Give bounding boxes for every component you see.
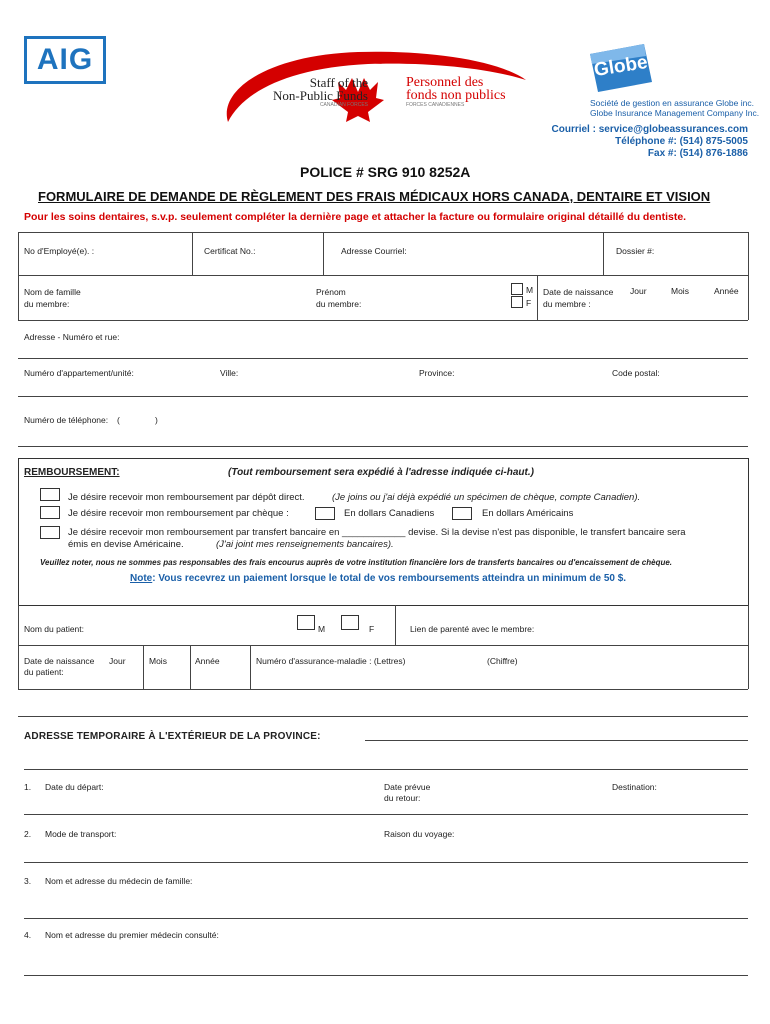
member-dob-label-2: du membre : <box>543 299 591 309</box>
patient-name-label: Nom du patient: <box>24 624 85 634</box>
member-dob-month: Mois <box>671 286 689 296</box>
relationship-label: Lien de parenté avec le membre: <box>410 624 535 634</box>
patient-dob-month: Mois <box>149 656 167 666</box>
globe-company-en: Globe Insurance Management Company Inc. <box>590 108 760 118</box>
q3-number: 3. <box>24 876 32 886</box>
patient-female-checkbox[interactable] <box>341 615 359 630</box>
return-date-label-1: Date prévue <box>384 782 431 792</box>
employee-no-label: No d'Employé(e). : <box>24 246 95 256</box>
direct-deposit-checkbox[interactable] <box>40 488 60 501</box>
policy-number: POLICE # SRG 910 8252A <box>300 164 471 180</box>
departure-date-label: Date du départ: <box>45 782 104 792</box>
phone-paren-close: ) <box>155 415 158 425</box>
bank-transfer-note: (J'ai joint mes renseignements bancaires). <box>216 539 394 550</box>
last-name-label-1: Nom de famille <box>24 287 81 297</box>
contact-fax: Fax #: (514) 876-1886 <box>647 148 748 159</box>
minimum-note-text: : Vous recevrez un paiement lorsque le total de vos remboursements atteindra un minimum de 50 $. <box>152 573 627 584</box>
patient-female-label: F <box>369 624 375 634</box>
patient-dob-label-1: Date de naissance <box>24 656 95 666</box>
member-male-label: M <box>526 285 534 295</box>
email-address-label: Adresse Courriel: <box>341 246 407 256</box>
aig-logo-text: AIG <box>36 43 94 76</box>
direct-deposit-label: Je désire recevoir mon remboursement par dépôt direct. <box>68 492 305 503</box>
bank-fees-disclaimer: Veuillez noter, nous ne sommes pas responsables des frais encourus auprès de votre institution financière lors de transferts bancaires ou d'encaissement de chèque. <box>40 558 673 567</box>
return-date-label-2: du retour: <box>384 793 421 803</box>
temp-address-title: ADRESSE TEMPORAIRE À L'EXTÉRIEUR DE LA PROVINCE: <box>24 731 321 742</box>
contact-phone: Téléphone #: (514) 875-5005 <box>615 136 748 147</box>
bank-transfer-checkbox[interactable] <box>40 526 60 539</box>
health-number-label: Numéro d'assurance-maladie : (Lettres) <box>256 656 406 666</box>
contact-email: Courriel : service@globeassurances.com <box>551 124 748 135</box>
destination-label: Destination: <box>612 782 657 792</box>
last-name-label-2: du membre: <box>24 299 70 309</box>
patient-dob-day: Jour <box>109 656 126 666</box>
globe-company-fr: Société de gestion en assurance Globe inc. <box>590 98 754 108</box>
reimbursement-title: REMBOURSEMENT: <box>24 467 120 478</box>
dental-note: Pour les soins dentaires, s.v.p. seulement compléter la dernière page et attacher la facture ou formulaire original détaillé du dentiste. <box>24 211 687 223</box>
cheque-cad-checkbox[interactable] <box>315 507 335 520</box>
form-title: FORMULAIRE DE DEMANDE DE RÈGLEMENT DES FRAIS MÉDICAUX HORS CANADA, DENTAIRE ET VISION <box>38 189 711 204</box>
npf-fr-sub: FORCES CANADIENNES <box>406 102 465 108</box>
npf-fr-line1: Personnel des <box>406 75 484 90</box>
reimbursement-subtitle: (Tout remboursement sera expédié à l'adresse indiquée ci-haut.) <box>228 467 534 478</box>
npf-fr-line2: fonds non publics <box>406 88 506 103</box>
patient-dob-year: Année <box>195 656 220 666</box>
member-dob-year: Année <box>714 286 739 296</box>
npf-logo <box>208 30 538 130</box>
patient-dob-label-2: du patient: <box>24 667 64 677</box>
npf-en-sub: CANADIAN FORCES <box>319 102 368 108</box>
health-number-digits-label: (Chiffre) <box>487 656 518 666</box>
npf-en-line2: Non-Public Funds <box>273 88 368 103</box>
member-dob-label-1: Date de naissance <box>543 287 614 297</box>
city-label: Ville: <box>220 368 239 378</box>
apartment-label: Numéro d'appartement/unité: <box>24 368 134 378</box>
patient-male-label: M <box>318 624 326 634</box>
q2-number: 2. <box>24 829 32 839</box>
globe-logo <box>586 42 656 94</box>
transport-mode-label: Mode de transport: <box>45 829 117 839</box>
member-female-checkbox[interactable] <box>511 296 523 308</box>
member-dob-day: Jour <box>630 286 647 296</box>
phone-paren-open: ( <box>117 415 120 425</box>
cheque-label: Je désire recevoir mon remboursement par chèque : <box>68 508 289 519</box>
npf-en-line1: Staff of the <box>309 75 368 90</box>
member-male-checkbox[interactable] <box>511 283 523 295</box>
postal-code-label: Code postal: <box>612 368 660 378</box>
patient-male-checkbox[interactable] <box>297 615 315 630</box>
bank-transfer-label-2: émis en devise Américaine. <box>68 539 184 550</box>
family-doctor-label: Nom et adresse du médecin de famille: <box>45 876 193 886</box>
globe-logo-text: Globe <box>592 51 650 82</box>
cheque-cad-label: En dollars Canadiens <box>344 508 435 519</box>
first-name-label-1: Prénom <box>316 287 346 297</box>
first-name-label-2: du membre: <box>316 299 362 309</box>
cheque-checkbox[interactable] <box>40 506 60 519</box>
street-address-label: Adresse - Numéro et rue: <box>24 332 120 342</box>
member-female-label: F <box>526 298 532 308</box>
minimum-note-label: Note <box>130 573 153 584</box>
cheque-usd-label: En dollars Américains <box>482 508 574 519</box>
bank-transfer-label: Je désire recevoir mon remboursement par transfert bancaire en ____________ devise. Si la devise n'est pas disponible, le transfert bancaire sera <box>68 527 686 538</box>
cheque-usd-checkbox[interactable] <box>452 507 472 520</box>
phone-label: Numéro de téléphone: <box>24 415 109 425</box>
aig-logo <box>24 36 106 84</box>
certificate-no-label: Certificat No.: <box>204 246 256 256</box>
q1-number: 1. <box>24 782 32 792</box>
trip-reason-label: Raison du voyage: <box>384 829 455 839</box>
file-no-label: Dossier #: <box>616 246 655 256</box>
q4-number: 4. <box>24 930 32 940</box>
province-label: Province: <box>419 368 455 378</box>
first-doctor-label: Nom et adresse du premier médecin consulté: <box>45 930 219 940</box>
direct-deposit-note: (Je joins ou j'ai déjà expédié un spécimen de chèque, compte Canadien). <box>332 492 641 503</box>
